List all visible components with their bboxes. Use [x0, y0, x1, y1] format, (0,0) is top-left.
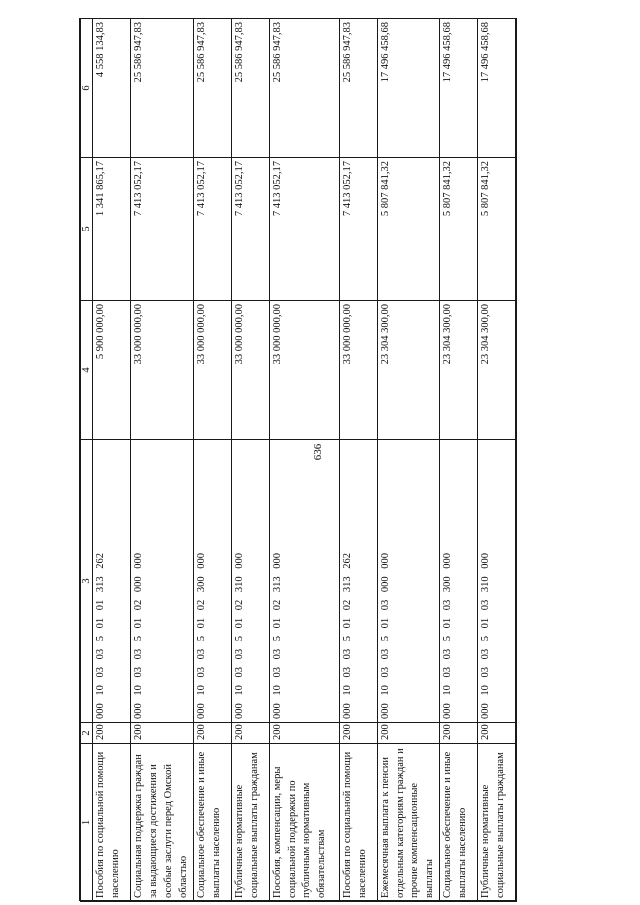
row-line-code: 200	[339, 723, 377, 744]
col-header-3: 3	[81, 440, 93, 723]
row-name: Социальное обеспечение и иные выплаты населению	[440, 744, 478, 902]
budget-table	[80, 18, 517, 902]
row-remaining: 4 558 134,83	[93, 19, 131, 158]
col-header-4: 4	[81, 301, 93, 440]
row-remaining: 17 496 458,68	[440, 19, 478, 158]
row-remaining: 25 586 947,83	[231, 19, 269, 158]
row-budget-code: 000 10 03 03 5 01 02 300 000	[193, 440, 231, 723]
row-line-code: 200	[193, 723, 231, 744]
row-remaining: 17 496 458,68	[377, 19, 440, 158]
row-remaining: 17 496 458,68	[478, 19, 517, 158]
row-approved: 23 304 300,00	[478, 301, 517, 440]
row-executed: 7 413 052,17	[131, 158, 194, 301]
col-header-2: 2	[81, 723, 93, 744]
row-budget-code: 000 10 03 03 5 01 01 313 262	[93, 440, 131, 723]
row-remaining: 25 586 947,83	[339, 19, 377, 158]
table-row	[440, 19, 478, 902]
row-approved: 5 900 000,00	[93, 301, 131, 440]
col-header-5: 5	[81, 158, 93, 301]
row-executed: 7 413 052,17	[269, 158, 339, 301]
row-executed: 5 807 841,32	[440, 158, 478, 301]
row-executed: 1 341 865,17	[93, 158, 131, 301]
row-executed: 7 413 052,17	[231, 158, 269, 301]
row-line-code: 200	[269, 723, 339, 744]
col-header-6: 6	[81, 19, 93, 158]
row-line-code: 200	[478, 723, 517, 744]
table-row	[93, 19, 131, 902]
row-line-code: 200	[377, 723, 440, 744]
budget-table-frame	[79, 18, 516, 901]
row-approved: 33 000 000,00	[231, 301, 269, 440]
row-line-code: 200	[231, 723, 269, 744]
row-line-code: 200	[131, 723, 194, 744]
row-budget-code: 000 10 03 03 5 01 03 000 000	[377, 440, 440, 723]
row-line-code: 200	[440, 723, 478, 744]
table-row	[377, 19, 440, 902]
row-remaining: 25 586 947,83	[269, 19, 339, 158]
page-number: 636	[312, 443, 324, 461]
table-row	[131, 19, 194, 902]
row-name: Пособия по социальной помощи населению	[93, 744, 131, 902]
row-approved: 23 304 300,00	[377, 301, 440, 440]
row-name: Ежемесячная выплата к пенсии отдельным категориям граждан и прочие компенсационные выплаты	[377, 744, 440, 902]
row-budget-code: 000 10 03 03 5 01 03 300 000	[440, 440, 478, 723]
table-row	[269, 19, 339, 902]
row-budget-code: 000 10 03 03 5 01 02 313 262	[339, 440, 377, 723]
row-budget-code: 000 10 03 03 5 01 02 000 000	[131, 440, 194, 723]
row-name: Социальная поддержка граждан за выдающиеся достижения и особые заслуги перед Омской областью	[131, 744, 194, 902]
header-row	[81, 19, 93, 902]
row-approved: 33 000 000,00	[339, 301, 377, 440]
row-approved: 23 304 300,00	[440, 301, 478, 440]
row-budget-code: 000 10 03 03 5 01 02 313 000	[269, 440, 339, 723]
col-header-1: 1	[81, 744, 93, 902]
table-row	[339, 19, 377, 902]
row-executed: 5 807 841,32	[377, 158, 440, 301]
row-executed: 7 413 052,17	[339, 158, 377, 301]
row-name: Социальное обеспечение и иные выплаты населению	[193, 744, 231, 902]
row-budget-code: 000 10 03 03 5 01 02 310 000	[231, 440, 269, 723]
table-row	[478, 19, 517, 902]
row-name: Публичные нормативные социальные выплаты гражданам	[478, 744, 517, 902]
row-name: Пособия по социальной помощи населению	[339, 744, 377, 902]
row-executed: 5 807 841,32	[478, 158, 517, 301]
row-name: Публичные нормативные социальные выплаты гражданам	[231, 744, 269, 902]
row-approved: 33 000 000,00	[193, 301, 231, 440]
table-row	[231, 19, 269, 902]
row-remaining: 25 586 947,83	[193, 19, 231, 158]
row-approved: 33 000 000,00	[131, 301, 194, 440]
row-name: Пособия, компенсации, меры социальной поддержки по публичным нормативным обязательствам	[269, 744, 339, 902]
row-remaining: 25 586 947,83	[131, 19, 194, 158]
table-row	[193, 19, 231, 902]
row-approved: 33 000 000,00	[269, 301, 339, 440]
row-executed: 7 413 052,17	[193, 158, 231, 301]
row-line-code: 200	[93, 723, 131, 744]
row-budget-code: 000 10 03 03 5 01 03 310 000	[478, 440, 517, 723]
